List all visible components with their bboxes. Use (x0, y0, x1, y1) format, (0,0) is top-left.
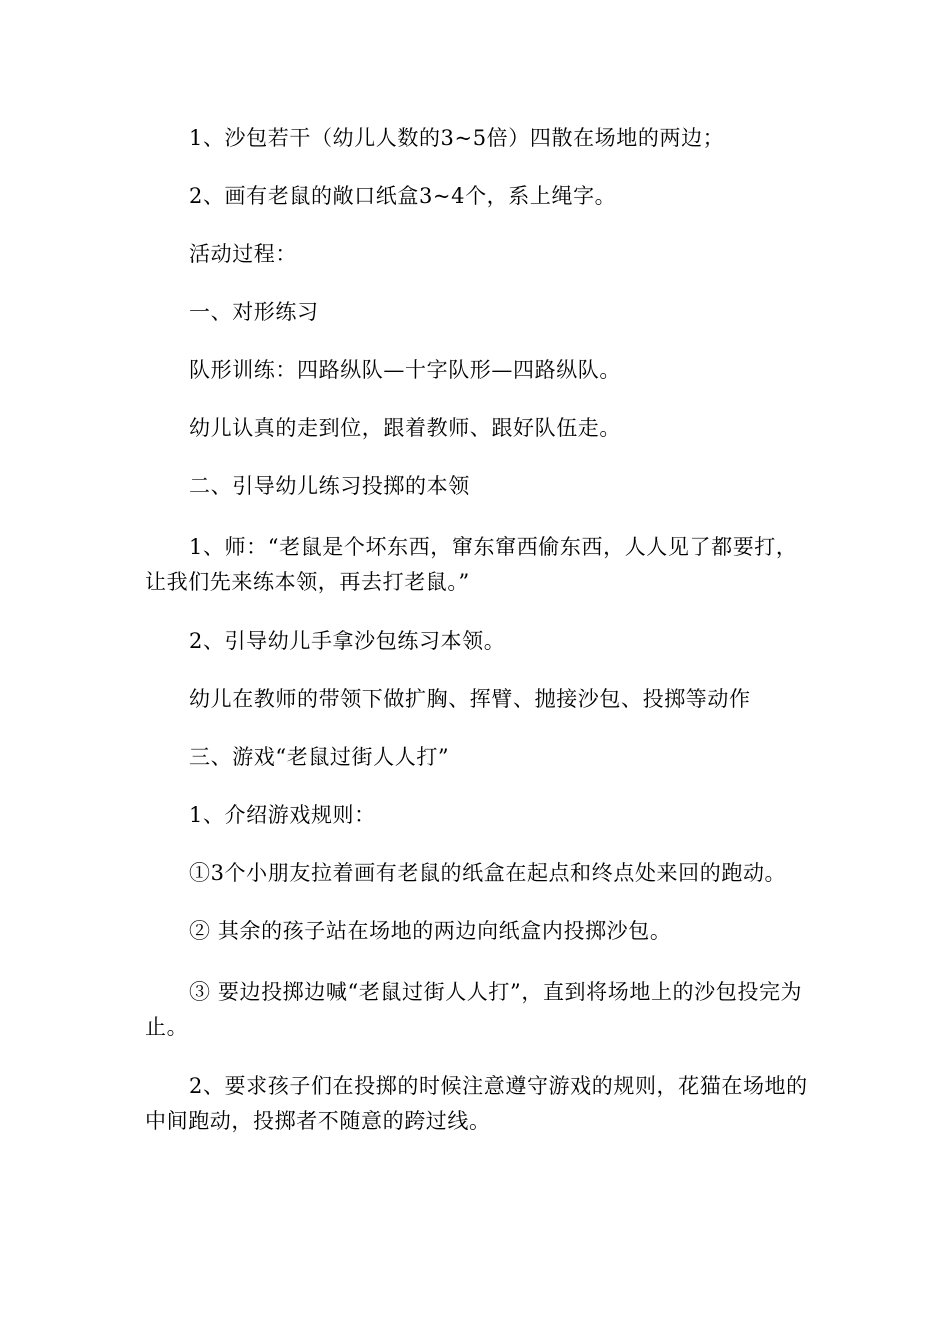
guide-practice-text: 2、引导幼儿手拿沙包练习本领。 (189, 629, 506, 653)
step-heading-1: 一、对形练习 (189, 300, 319, 324)
rule-item-3: ③ 要边投掷边喊“老鼠过街人人打”，直到将场地上的沙包投完为止。 (145, 980, 803, 1039)
requirements-paragraph: 2、要求孩子们在投掷的时候注意遵守游戏的规则，花猫在场地的中间跑动，投掷者不随意的跨过线。 (145, 1074, 808, 1133)
step-heading-2: 二、引导幼儿练习投掷的本领 (189, 474, 470, 498)
teacher-quote-paragraph: 1、师：“老鼠是个坏东西，窜东窜西偷东西，人人见了都要打，让我们先来练本领，再去打老鼠。” (145, 535, 798, 594)
section-heading-activity-process: 活动过程： (189, 242, 297, 266)
rule-item-2: ② 其余的孩子站在场地的两边向纸盒内投掷沙包。 (189, 919, 672, 943)
materials-item-1: 1、沙包若干（幼儿人数的3~5倍）四散在场地的两边； (189, 126, 725, 150)
step-heading-3: 三、游戏“老鼠过街人人打” (189, 745, 450, 769)
materials-item-2: 2、画有老鼠的敞口纸盒3~4个，系上绳字。 (189, 184, 617, 208)
rule-item-1: ①3个小朋友拉着画有老鼠的纸盒在起点和终点处来回的跑动。 (189, 861, 787, 885)
children-walk-text: 幼儿认真的走到位，跟着教师、跟好队伍走。 (189, 416, 621, 440)
warmup-actions-text: 幼儿在教师的带领下做扩胸、挥臂、抛接沙包、投掷等动作 (189, 687, 751, 711)
game-rules-heading: 1、介绍游戏规则： (189, 803, 376, 827)
formation-training-text: 队形训练：四路纵队—十字队形—四路纵队。 (189, 358, 621, 382)
